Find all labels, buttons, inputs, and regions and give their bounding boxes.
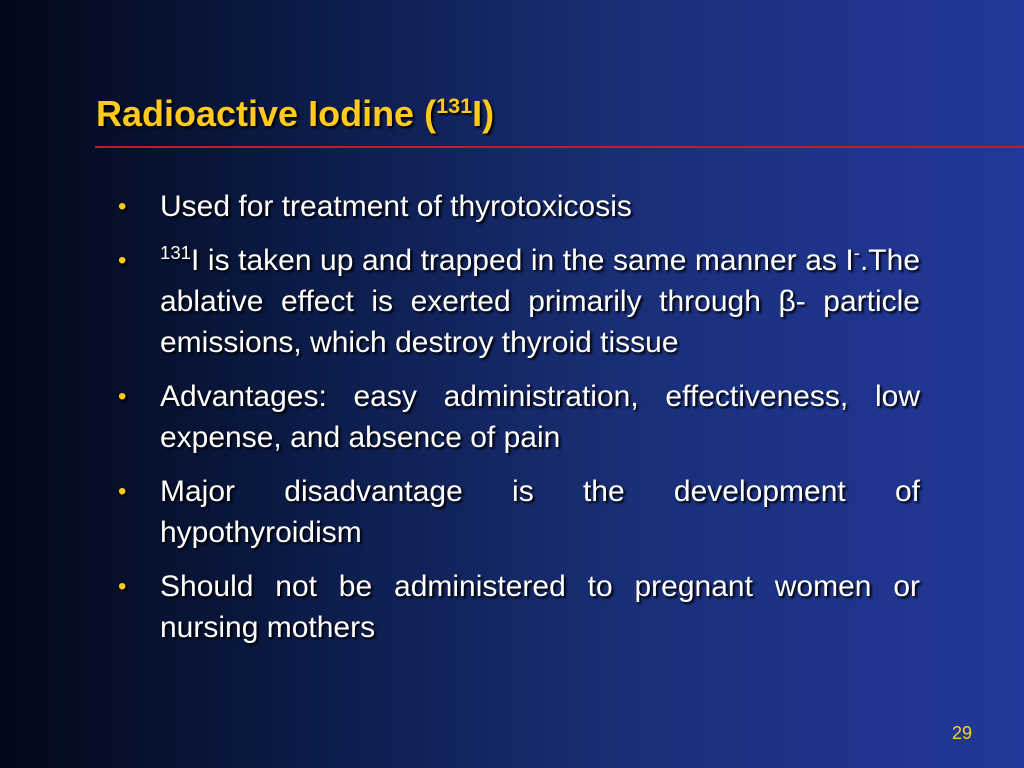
bullet-mechanism: [118, 240, 920, 363]
slide-page-number: 29: [951, 723, 972, 743]
mechanism-text-part-2: .The ablative effect is exerted primarily through β- particle emissions, which destroy thyroid tissue: [160, 244, 920, 359]
title-prefix: Radioactive Iodine (: [96, 93, 437, 134]
bullet-marker: •: [118, 247, 127, 274]
bullet-disadvantage: [118, 471, 920, 553]
bullet-text: Should not be administered to pregnant women or nursing mothers: [160, 570, 920, 644]
bullet-advantages: [118, 376, 920, 458]
title-divider: [95, 146, 1024, 148]
ion-superscript: -: [853, 242, 860, 263]
slide-title: [96, 93, 495, 134]
bullet-marker: •: [118, 193, 127, 220]
bullet-marker: •: [118, 383, 127, 410]
bullet-list: [118, 186, 920, 661]
mechanism-text-part-1: I is taken up and trapped in the same manner as I: [191, 244, 854, 277]
bullet-contraindication: [118, 566, 920, 648]
bullet-treatment-use: [118, 186, 920, 227]
bullet-text: Major disadvantage is the development of hypothyroidism: [160, 475, 920, 549]
bullet-text: Used for treatment of thyrotoxicosis: [160, 190, 632, 223]
isotope-superscript: 131: [160, 242, 192, 263]
bullet-text: [160, 240, 920, 363]
title-isotope-superscript: 131: [436, 93, 473, 118]
bullet-text: Advantages: easy administration, effectiveness, low expense, and absence of pain: [160, 380, 920, 454]
title-suffix: I): [472, 93, 495, 134]
bullet-marker: •: [118, 478, 127, 505]
bullet-marker: •: [118, 573, 127, 600]
